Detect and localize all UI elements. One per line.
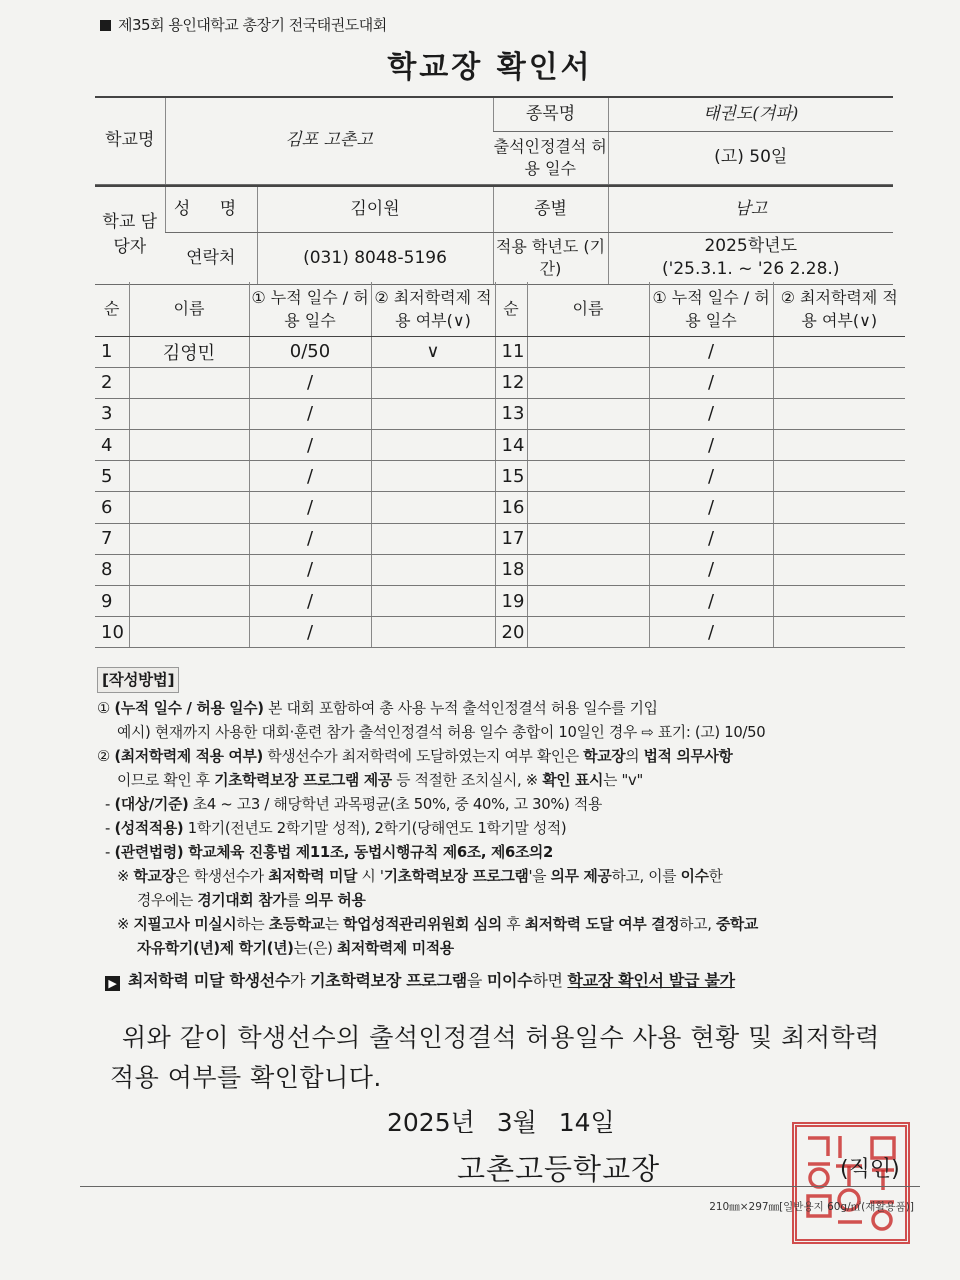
note-2-cont: 이므로 확인 후 기초학력보장 프로그램 제공 등 적절한 조치실시, ※ 확인 표시는 "v" xyxy=(117,772,644,789)
issue-date: 2025년 3월 14일 xyxy=(387,1108,615,1137)
allowed-days-value: (고) 50일 xyxy=(608,131,893,184)
header-days-right: ① 누적 일수 / 허용 일수 xyxy=(649,282,773,336)
contact-label: 연락처 xyxy=(165,232,257,284)
note-ref-1: ※ 학교장은 학생선수가 최저학력 미달 시 '기초학력보장 프로그램'을 의무 제공하고, 이를 이수한 xyxy=(117,868,723,885)
division-value: 남고 xyxy=(608,186,893,232)
note-grade: - (성적적용) 1학기(전년도 2학기말 성적), 2학기(당해연도 1학기말 성적) xyxy=(105,820,567,837)
name-label: 성 명 xyxy=(165,186,257,232)
instructions xyxy=(97,667,912,993)
info-table xyxy=(95,96,893,185)
period-value: ('25.3.1. ~ '26 2.28.) xyxy=(662,259,840,279)
note-ref-2-cont: 자유학기(년)제 학기(년)는(은) 최저학력제 미적용 xyxy=(137,940,454,957)
header-num: 순 xyxy=(95,282,129,336)
official-seal xyxy=(792,1122,910,1244)
note-2: ② (최저학력제 적용 여부) 학생선수가 최저학력에 도달하였는지 여부 확인은 학교장의 법적 의무사항 xyxy=(97,748,733,765)
instructions-heading: [작성방법] xyxy=(97,667,179,693)
header-name: 이름 xyxy=(129,282,249,336)
table-row: 7 / 17 / xyxy=(95,523,905,554)
table-row: 2 / 12 / xyxy=(95,367,905,398)
year-label: 적용 학년도 (기간) xyxy=(493,232,608,284)
note-ref-2: ※ 지필고사 미실시하는 초등학교는 학업성적관리위원회 심의 후 최저학력 도달 여부 결정하고, 중학교 xyxy=(117,916,759,933)
paper-spec: 210㎜×297㎜[일반용지 60g/㎡(재활용품)] xyxy=(709,1201,914,1213)
roster-table xyxy=(95,282,905,648)
table-row: 6 / 16 / xyxy=(95,492,905,523)
note-1-example: 예시) 현재까지 사용한 대회·훈련 참가 출석인정결석 허용 일수 총합이 10일인 경우 ⇨ 표기: (고) 10/50 xyxy=(117,724,766,741)
note-ref-1-cont: 경우에는 경기대회 참가를 의무 허용 xyxy=(137,892,366,909)
school-value: 김포 고촌고 xyxy=(165,97,493,184)
header-num-right: 순 xyxy=(495,282,527,336)
confirmation-text: 위와 같이 학생선수의 출석인정결석 허용일수 사용 현황 및 최저학력 적용 여부를 확인합니다. xyxy=(110,1023,880,1092)
school-label: 학교명 xyxy=(95,97,165,184)
footer-divider xyxy=(80,1186,920,1187)
table-row: 8 / 18 / xyxy=(95,554,905,585)
note-target: - (대상/기준) 초4 ~ 고3 / 해당학년 과목평균(초 50%, 중 40%, 고 30%) 적용 xyxy=(105,796,602,813)
header-name-right: 이름 xyxy=(527,282,649,336)
table-row: 4 / 14 / xyxy=(95,430,905,461)
seal-note: (직인) xyxy=(840,1157,900,1182)
event-label: 종목명 xyxy=(493,97,608,131)
event-name: 제35회 용인대학교 총장기 전국태권도대회 xyxy=(100,14,387,35)
seal-glyphs xyxy=(800,1130,902,1236)
document-title: 학교장 확인서 xyxy=(387,50,593,85)
warning-line: ▶ 최저학력 미달 학생선수가 기초학력보장 프로그램을 미이수하면 학교장 확인서 발급 불가 xyxy=(97,969,912,993)
name-value: 김이원 xyxy=(257,186,493,232)
header-min: ② 최저학력제 적용 여부(∨) xyxy=(371,282,495,336)
bullet-square-icon xyxy=(100,20,111,31)
manager-label: 학교 담당자 xyxy=(95,186,165,284)
table-row: 3 / 13 / xyxy=(95,398,905,429)
table-row: 10 / 20 / xyxy=(95,617,905,648)
arrow-box-icon: ▶ xyxy=(105,976,120,991)
header-min-right: ② 최저학력제 적용 여부(∨) xyxy=(773,282,905,336)
division-label: 종별 xyxy=(493,186,608,232)
table-row: 9 / 19 / xyxy=(95,586,905,617)
table-row: 5 / 15 / xyxy=(95,461,905,492)
manager-table xyxy=(95,185,893,285)
note-1: ① (누적 일수 / 허용 일수) 본 대회 포함하여 총 사용 누적 출석인정결석 허용 일수를 기입 xyxy=(97,700,658,717)
principal-name: 고촌고등학교장 xyxy=(457,1152,661,1186)
event-value: 태권도(겨파) xyxy=(608,97,893,131)
allowed-days-label: 출석인정결석 허용 일수 xyxy=(493,131,608,184)
year-cell xyxy=(608,232,893,284)
contact-value: (031) 8048-5196 xyxy=(257,232,493,284)
table-row: 1 김영민 0/50 ∨ 11 / xyxy=(95,336,905,367)
header-days: ① 누적 일수 / 허용 일수 xyxy=(249,282,371,336)
year-value: 2025학년도 xyxy=(704,236,798,257)
roster-header-row xyxy=(95,282,905,336)
note-law: - (관련법령) 학교체육 진흥법 제11조, 동법시행규칙 제6조, 제6조의2 xyxy=(105,844,553,861)
